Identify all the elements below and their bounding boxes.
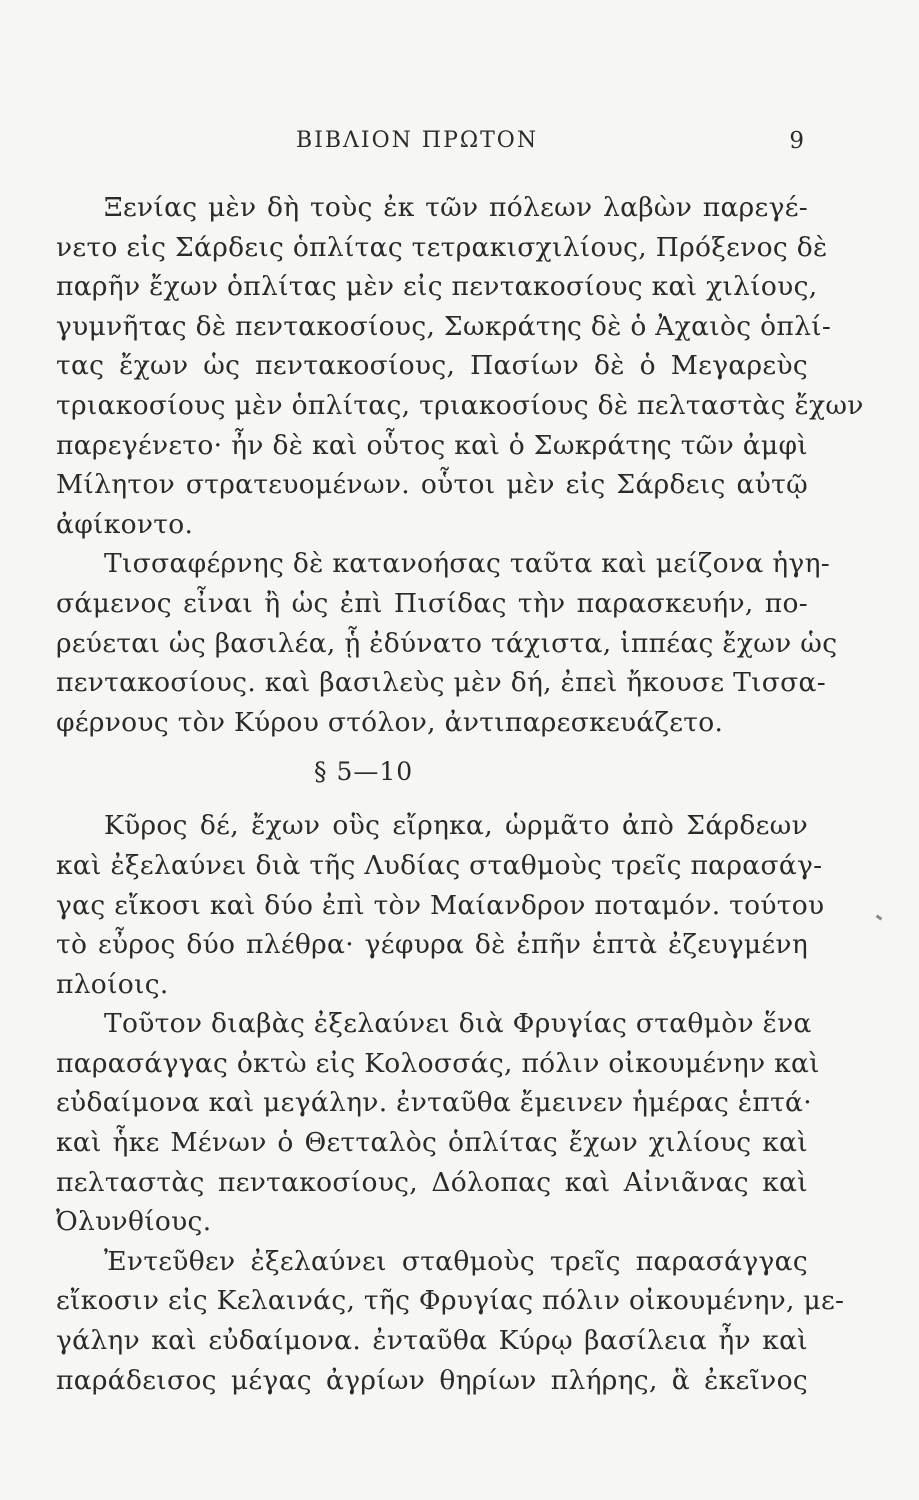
- running-head: [296, 128, 806, 158]
- text-line: πελταστὰς πεντακοσίους, Δόλοπας καὶ Αἰνιᾶνας καὶ: [56, 1166, 808, 1198]
- book-title-header: ΒΙΒΛΙΟΝ ΠΡΩΤΟΝ: [296, 128, 539, 153]
- scan-speck: [876, 915, 883, 921]
- text-line: νετο εἰς Σάρδεις ὁπλίτας τετρακισχιλίους, Πρόξενος δὲ: [56, 231, 828, 263]
- text-line: φέρνους τὸν Κύρου στόλον, ἀντιπαρεσκευάζετο.: [56, 706, 724, 738]
- text-line: ἀφίκοντο.: [56, 508, 194, 540]
- text-line: παρῆν ἔχων ὁπλίτας μὲν εἰς πεντακοσίους καὶ χιλίους,: [56, 271, 818, 303]
- text-line: γας εἴκοσι καὶ δύο ἐπὶ τὸν Μαίανδρον ποταμόν. τούτου: [56, 889, 825, 921]
- text-line: Ἐντεῦθεν ἐξελαύνει σταθμοὺς τρεῖς παρασάγγας: [104, 1245, 808, 1277]
- text-line: γυμνῆτας δὲ πεντακοσίους, Σωκράτης δὲ ὁ Ἀχαιὸς ὁπλί-: [56, 310, 832, 342]
- page-number: 9: [789, 128, 806, 154]
- body-text: [56, 188, 864, 1400]
- text-line: παράδεισος μέγας ἀγρίων θηρίων πλήρης, ἃ ἐκεῖνος: [56, 1364, 808, 1396]
- text-line: Τοῦτον διαβὰς ἐξελαύνει διὰ Φρυγίας σταθμὸν ἕνα: [104, 1008, 812, 1040]
- text-line: εἴκοσιν εἰς Κελαινάς, τῆς Φρυγίας πόλιν οἰκουμένην, με-: [56, 1285, 845, 1317]
- text-line: παρασάγγας ὀκτὼ εἰς Κολοσσάς, πόλιν οἰκουμένην καὶ: [56, 1047, 820, 1079]
- text-line: τὸ εὖρος δύο πλέθρα· γέφυρα δὲ ἐπῆν ἑπτὰ ἐζευγμένη: [56, 929, 808, 961]
- text-line: Ξενίας μὲν δὴ τοὺς ἐκ τῶν πόλεων λαβὼν παρεγέ-: [104, 192, 808, 223]
- text-line: παρεγένετο· ἦν δὲ καὶ οὗτος καὶ ὁ Σωκράτης τῶν ἀμφὶ: [56, 429, 808, 461]
- text-line: τριακοσίους μὲν ὁπλίτας, τριακοσίους δὲ πελταστὰς ἔχων: [56, 389, 864, 421]
- text-line: πεντακοσίους. καὶ βασιλεὺς μὲν δή, ἐπεὶ ἤκουσε Τισσα-: [56, 667, 826, 699]
- text-line: Ὀλυνθίους.: [56, 1206, 212, 1238]
- section-marker: § 5—10: [314, 757, 414, 787]
- text-line: τας ἔχων ὡς πεντακοσίους, Πασίων δὲ ὁ Μεγαρεὺς: [56, 350, 808, 382]
- text-line: Τισσαφέρνης δὲ κατανοήσας ταῦτα καὶ μείζονα ἡγη-: [104, 548, 831, 580]
- text-line: Κῦρος δέ, ἔχων οὓς εἴρηκα, ὡρμᾶτο ἀπὸ Σάρδεων: [104, 810, 808, 842]
- text-line: καὶ ἧκε Μένων ὁ Θετταλὸς ὁπλίτας ἔχων χιλίους καὶ: [56, 1127, 808, 1159]
- text-line: ρεύεται ὡς βασιλέα, ᾗ ἐδύνατο τάχιστα, ἱππέας ἔχων ὡς: [56, 627, 838, 659]
- text-line: σάμενος εἶναι ἢ ὡς ἐπὶ Πισίδας τὴν παρασκευήν, πο-: [56, 587, 808, 619]
- text-line: Μίλητον στρατευομένων. οὗτοι μὲν εἰς Σάρδεις αὐτῷ: [56, 469, 808, 501]
- text-line: πλοίοις.: [56, 968, 169, 1000]
- text-line: εὐδαίμονα καὶ μεγάλην. ἐνταῦθα ἔμεινεν ἡμέρας ἑπτά·: [56, 1087, 812, 1119]
- text-line: γάλην καὶ εὐδαίμονα. ἐνταῦθα Κύρῳ βασίλεια ἦν καὶ: [56, 1325, 808, 1357]
- text-line: καὶ ἐξελαύνει διὰ τῆς Λυδίας σταθμοὺς τρεῖς παρασάγ-: [56, 849, 823, 881]
